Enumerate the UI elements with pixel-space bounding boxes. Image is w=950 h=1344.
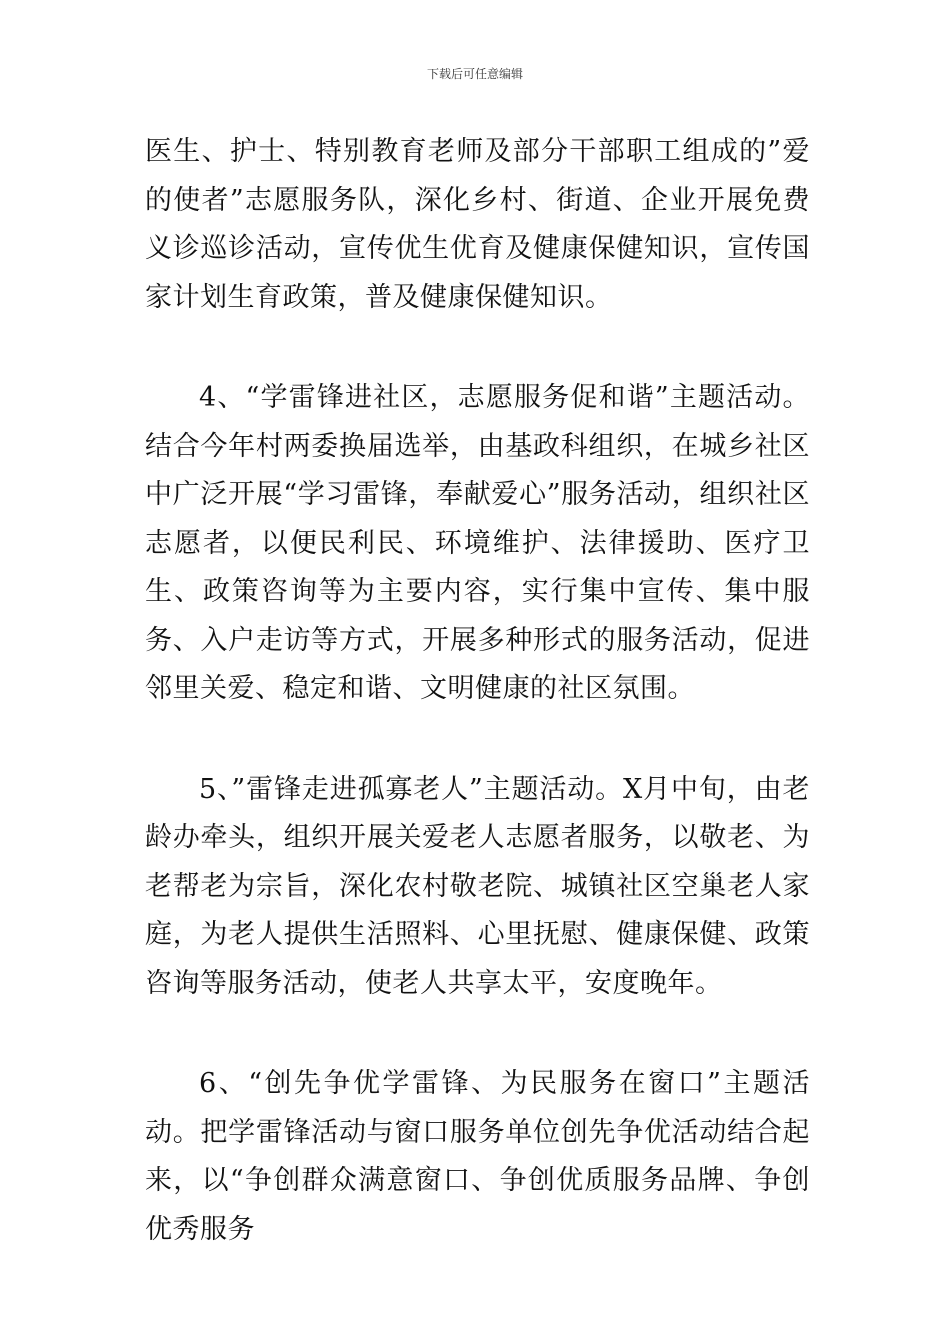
paragraph-item-4: 4、“学雷锋进社区，志愿服务促和谐”主题活动。结合今年村两委换届选举，由基政科组织，在城乡社区中广泛开展“学习雷锋，奉献爱心”服务活动，组织社区志愿者，以便民利民、环境维护、法律援助、医疗卫生、政策咨询等为主要内容，实行集中宣传、集中服务、入户走访等方式，开展多种形式的服务活动，促进邻里关爱、稳定和谐、文明健康的社区氛围。 xyxy=(145,382,810,704)
document-body xyxy=(145,128,810,1306)
paragraph-item-6: 6、“创先争优学雷锋、为民服务在窗口”主题活动。把学雷锋活动与窗口服务单位创先争优活动结合起来，以“争创群众满意窗口、争创优质服务品牌、争创优秀服务 xyxy=(145,1068,810,1245)
page-header-note: 下载后可任意编辑 xyxy=(426,67,523,81)
paragraph-item-5: 5、”雷锋走进孤寡老人”主题活动。X月中旬，由老龄办牵头，组织开展关爱老人志愿者服务，以敬老、为老帮老为宗旨，深化农村敬老院、城镇社区空巢老人家庭，为老人提供生活照料、心里抚慰、健康保健、政策咨询等服务活动，使老人共享太平，安度晚年。 xyxy=(145,773,810,999)
paragraph-continuation: 医生、护士、特别教育老师及部分干部职工组成的”爱的使者”志愿服务队，深化乡村、街道、企业开展免费义诊巡诊活动，宣传优生优育及健康保健知识，宣传国家计划生育政策，普及健康保健知识。 xyxy=(145,136,810,313)
